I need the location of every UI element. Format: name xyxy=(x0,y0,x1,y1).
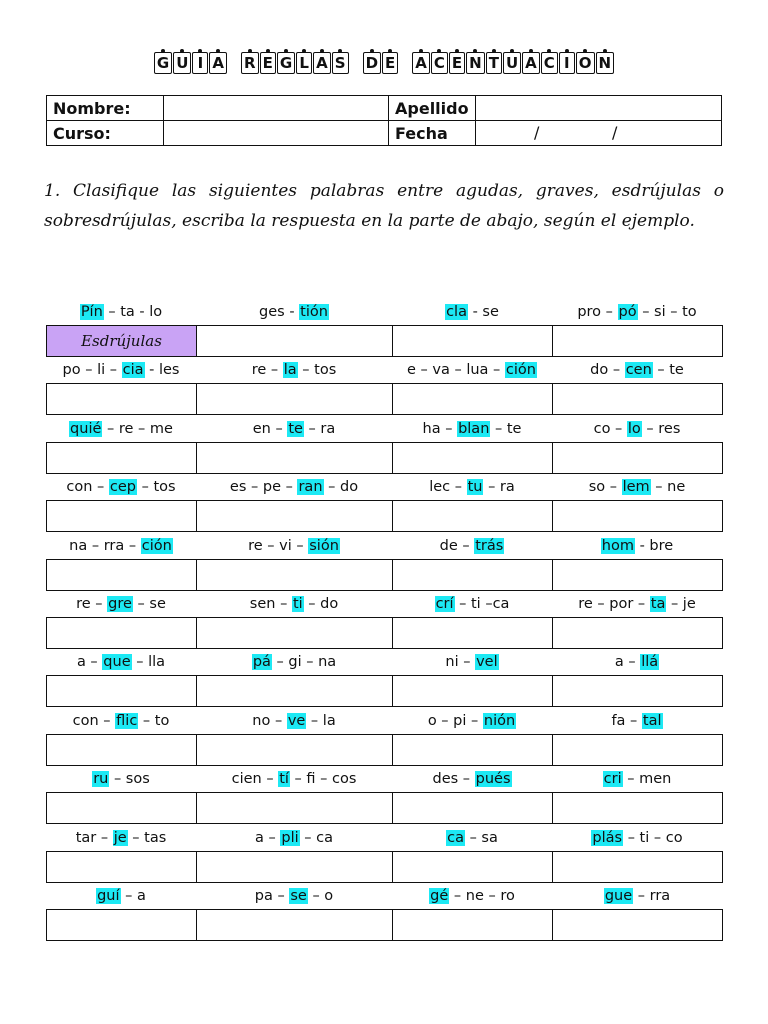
syllable-text: – do xyxy=(303,595,339,612)
stressed-syllable: nión xyxy=(483,712,516,729)
word-cell xyxy=(46,475,196,533)
word-grid xyxy=(46,300,722,942)
stressed-syllable: guí xyxy=(97,887,120,904)
syllable-text: – ta - lo xyxy=(103,304,163,320)
stressed-syllable: sión xyxy=(309,537,339,554)
answer-box[interactable] xyxy=(392,792,553,824)
word-cell xyxy=(552,358,722,416)
title-word xyxy=(241,52,349,74)
syllable-text: ha – xyxy=(422,420,458,437)
word-cell xyxy=(196,592,392,650)
answer-box[interactable] xyxy=(46,383,197,415)
stressed-syllable: gre xyxy=(108,595,132,612)
word-row xyxy=(46,475,722,533)
word-cell xyxy=(392,826,552,884)
title-letter: R xyxy=(241,52,259,74)
syllable-text: – fi – cos xyxy=(289,771,357,788)
answer-box[interactable] xyxy=(196,383,393,415)
syllable-word xyxy=(392,475,552,499)
word-cell xyxy=(196,417,392,475)
syllable-word xyxy=(46,709,196,733)
title-letter: I xyxy=(559,52,575,74)
syllable-word xyxy=(392,358,552,382)
syllable-text: – ra xyxy=(483,479,515,496)
syllable-text: – ca xyxy=(299,829,333,846)
title-letter: U xyxy=(173,52,191,74)
syllable-word xyxy=(46,534,196,558)
syllable-word xyxy=(46,592,196,616)
word-row xyxy=(46,358,722,416)
syllable-word xyxy=(196,826,392,850)
stressed-syllable: llá xyxy=(641,654,659,671)
syllable-text: – do xyxy=(323,479,359,496)
syllable-text: – ne – ro xyxy=(449,887,515,904)
stressed-syllable: trás xyxy=(475,537,504,554)
syllable-text: – lla xyxy=(131,654,166,671)
syllable-text: – te xyxy=(652,362,684,379)
stressed-syllable: ción xyxy=(505,362,536,379)
title-letter: A xyxy=(209,52,227,74)
word-cell xyxy=(552,650,722,708)
syllable-word xyxy=(392,534,552,558)
stressed-syllable: je xyxy=(113,829,127,846)
syllable-word xyxy=(552,650,722,674)
stressed-syllable: gé xyxy=(430,887,449,904)
stressed-syllable: tí xyxy=(279,771,289,788)
syllable-text: – men xyxy=(622,771,672,788)
stressed-syllable: gue xyxy=(604,887,633,904)
syllable-word xyxy=(392,709,552,733)
answer-box[interactable] xyxy=(196,909,393,941)
syllable-text: – tas xyxy=(127,829,167,846)
syllable-text: ges - xyxy=(259,304,300,320)
syllable-word xyxy=(552,300,722,324)
stressed-syllable: cep xyxy=(109,479,137,496)
syllable-text: – ra xyxy=(303,420,336,437)
answer-box[interactable] xyxy=(196,851,393,883)
info-row-name xyxy=(47,96,722,121)
syllable-text: es – pe – xyxy=(229,479,298,496)
stressed-syllable: ti xyxy=(292,595,303,612)
syllable-word xyxy=(46,826,196,850)
answer-box[interactable] xyxy=(46,734,197,766)
answer-box[interactable] xyxy=(46,617,197,649)
syllable-text: – o xyxy=(307,887,334,904)
syllable-word xyxy=(552,358,722,382)
syllable-word xyxy=(552,592,722,616)
syllable-text: – a xyxy=(120,887,146,904)
title-letter: T xyxy=(486,52,502,74)
word-cell xyxy=(46,417,196,475)
syllable-text: – ti –ca xyxy=(454,595,510,612)
answer-box[interactable] xyxy=(392,851,553,883)
word-cell xyxy=(552,475,722,533)
syllable-word xyxy=(392,592,552,616)
word-cell xyxy=(196,300,392,358)
stressed-syllable: ta xyxy=(650,595,666,612)
stressed-syllable: lo xyxy=(627,420,641,437)
title-letter: E xyxy=(260,52,276,74)
word-cell xyxy=(392,417,552,475)
title-letter: G xyxy=(277,52,295,74)
word-cell xyxy=(196,767,392,825)
stressed-syllable: la xyxy=(283,362,297,379)
date-slash: / xyxy=(534,123,540,142)
answer-box[interactable] xyxy=(196,734,393,766)
stressed-syllable: quié xyxy=(70,420,102,437)
answer-box[interactable] xyxy=(196,325,393,357)
answer-box[interactable] xyxy=(552,617,723,649)
stressed-syllable: lem xyxy=(622,479,650,496)
syllable-text: de – xyxy=(439,537,475,554)
title-letter: G xyxy=(154,52,172,74)
curso-label: Curso: xyxy=(47,121,164,146)
instruction-text: 1. Clasifique las siguientes palabras entre agudas, graves, esdrújulas o sobresdrújulas, escriba la respuesta en la parte de abajo, según el ejemplo. xyxy=(44,181,724,231)
syllable-text: cien – xyxy=(231,771,279,788)
syllable-text: – si – to xyxy=(637,304,697,320)
syllable-word xyxy=(46,300,196,324)
title-letter: C xyxy=(541,52,558,74)
syllable-word xyxy=(392,417,552,441)
stressed-syllable: crí xyxy=(435,595,454,612)
syllable-text: – rra xyxy=(633,887,671,904)
stressed-syllable: tión xyxy=(300,304,328,320)
answer-box[interactable] xyxy=(552,851,723,883)
syllable-text: po – li – xyxy=(62,362,122,379)
answer-box[interactable] xyxy=(392,617,553,649)
syllable-text: con – xyxy=(66,479,109,496)
word-cell xyxy=(552,767,722,825)
syllable-word xyxy=(46,358,196,382)
title-letter: E xyxy=(382,52,398,74)
word-cell xyxy=(46,826,196,884)
word-cell xyxy=(196,826,392,884)
syllable-word xyxy=(552,884,722,908)
stressed-syllable: vel xyxy=(476,654,498,671)
syllable-word xyxy=(46,417,196,441)
stressed-syllable: tu xyxy=(467,479,483,496)
syllable-text: en – xyxy=(252,420,288,437)
syllable-text: - bre xyxy=(634,537,674,554)
syllable-text: – tos xyxy=(137,479,176,496)
answer-box[interactable] xyxy=(196,500,393,532)
word-cell xyxy=(46,358,196,416)
syllable-word xyxy=(196,884,392,908)
answer-box[interactable] xyxy=(392,559,553,591)
syllable-word xyxy=(46,475,196,499)
word-cell xyxy=(46,534,196,592)
answer-box[interactable] xyxy=(392,909,553,941)
word-cell xyxy=(392,884,552,942)
answer-box[interactable] xyxy=(46,675,197,707)
syllable-text: - les xyxy=(144,362,180,379)
nombre-label: Nombre: xyxy=(47,96,164,121)
word-cell xyxy=(196,534,392,592)
answer-box[interactable] xyxy=(552,734,723,766)
word-row xyxy=(46,650,722,708)
stressed-syllable: plás xyxy=(592,829,623,846)
word-cell xyxy=(552,534,722,592)
student-info-table xyxy=(46,95,722,146)
title-letter: E xyxy=(449,52,465,74)
syllable-word xyxy=(392,884,552,908)
syllable-word xyxy=(196,592,392,616)
title-letter: A xyxy=(313,52,331,74)
apellido-field[interactable] xyxy=(476,96,722,121)
word-cell xyxy=(392,592,552,650)
title-word xyxy=(154,52,227,74)
syllable-word xyxy=(392,650,552,674)
syllable-text: e – va – lua – xyxy=(407,362,505,379)
syllable-text: fa – xyxy=(611,712,642,729)
stressed-syllable: cen xyxy=(625,362,652,379)
title-letter: A xyxy=(412,52,430,74)
stressed-syllable: flic xyxy=(116,712,138,729)
word-cell xyxy=(392,709,552,767)
answer-box[interactable] xyxy=(552,500,723,532)
syllable-text: so – xyxy=(588,479,622,496)
title-letter: S xyxy=(332,52,349,74)
syllable-word xyxy=(196,709,392,733)
syllable-text: o – pi – xyxy=(427,712,483,729)
title-letter: U xyxy=(503,52,521,74)
syllable-text: – re – me xyxy=(102,420,173,437)
title-letter: I xyxy=(192,52,208,74)
stressed-syllable: ción xyxy=(141,537,172,554)
fecha-field[interactable] xyxy=(476,121,722,146)
answer-box[interactable] xyxy=(392,500,553,532)
title-word xyxy=(412,52,614,74)
apellido-label: Apellido xyxy=(389,96,476,121)
syllable-text: – te xyxy=(490,420,522,437)
syllable-text: pa – xyxy=(254,887,290,904)
word-cell xyxy=(196,884,392,942)
answer-box[interactable] xyxy=(552,909,723,941)
word-cell xyxy=(552,300,722,358)
title-letter: N xyxy=(596,52,615,74)
syllable-text: sen – xyxy=(249,595,292,612)
syllable-text: do – xyxy=(590,362,625,379)
fecha-label: Fecha xyxy=(389,121,476,146)
syllable-text: lec – xyxy=(429,479,467,496)
syllable-text: – gi – na xyxy=(271,654,337,671)
syllable-word xyxy=(196,417,392,441)
page-title xyxy=(0,52,768,74)
answer-box[interactable] xyxy=(46,851,197,883)
syllable-word xyxy=(392,300,552,324)
syllable-text: re – vi – xyxy=(248,537,309,554)
syllable-text: a – xyxy=(76,654,103,671)
syllable-text: – ne xyxy=(650,479,686,496)
syllable-word xyxy=(196,358,392,382)
answer-box[interactable] xyxy=(46,442,197,474)
answer-box[interactable]: Esdrújulas xyxy=(46,325,197,357)
stressed-syllable: Pín xyxy=(80,304,103,320)
syllable-word xyxy=(46,650,196,674)
title-letter: D xyxy=(363,52,381,74)
title-letter: C xyxy=(431,52,448,74)
syllable-text: re – xyxy=(76,595,108,612)
syllable-text: a – xyxy=(614,654,641,671)
syllable-text: – ti – co xyxy=(623,829,683,846)
syllable-text: – res xyxy=(641,420,681,437)
stressed-syllable: se xyxy=(290,887,307,904)
word-cell xyxy=(46,884,196,942)
title-letter: N xyxy=(466,52,485,74)
answer-box[interactable] xyxy=(552,675,723,707)
answer-box[interactable] xyxy=(552,792,723,824)
syllable-word xyxy=(552,475,722,499)
syllable-word xyxy=(552,417,722,441)
word-cell xyxy=(392,475,552,533)
stressed-syllable: pli xyxy=(281,829,299,846)
syllable-text: na – rra – xyxy=(69,537,141,554)
word-cell xyxy=(46,709,196,767)
word-cell xyxy=(392,358,552,416)
stressed-syllable: ru xyxy=(93,771,109,788)
syllable-word xyxy=(46,884,196,908)
answer-box[interactable] xyxy=(196,442,393,474)
syllable-text: con – xyxy=(72,712,116,729)
word-cell xyxy=(46,650,196,708)
syllable-word xyxy=(552,826,722,850)
word-cell xyxy=(552,709,722,767)
word-cell xyxy=(552,417,722,475)
syllable-word xyxy=(552,767,722,791)
stressed-syllable: te xyxy=(288,420,303,437)
syllable-text: co – xyxy=(593,420,627,437)
answer-box[interactable] xyxy=(46,909,197,941)
word-cell xyxy=(392,534,552,592)
info-row-course xyxy=(47,121,722,146)
word-row xyxy=(46,592,722,650)
word-cell xyxy=(392,767,552,825)
title-letter: O xyxy=(576,52,595,74)
word-row xyxy=(46,300,722,358)
word-row xyxy=(46,709,722,767)
answer-box[interactable] xyxy=(392,325,553,357)
syllable-text: - se xyxy=(467,304,499,320)
stressed-syllable: blan xyxy=(458,420,490,437)
answer-box[interactable] xyxy=(46,559,197,591)
title-word xyxy=(363,52,399,74)
answer-box[interactable] xyxy=(196,792,393,824)
word-cell xyxy=(196,709,392,767)
date-slash: / xyxy=(612,123,618,142)
word-cell xyxy=(392,650,552,708)
answer-box[interactable] xyxy=(392,675,553,707)
word-row xyxy=(46,767,722,825)
stressed-syllable: ran xyxy=(298,479,323,496)
syllable-text: pro – xyxy=(577,304,618,320)
title-letter: L xyxy=(296,52,312,74)
syllable-text: – la xyxy=(306,712,336,729)
curso-field[interactable] xyxy=(164,121,389,146)
word-cell xyxy=(552,592,722,650)
word-row xyxy=(46,417,722,475)
syllable-word xyxy=(392,767,552,791)
syllable-text: re – por – xyxy=(578,595,650,612)
stressed-syllable: pués xyxy=(475,771,511,788)
syllable-text: no – xyxy=(252,712,287,729)
word-cell xyxy=(552,826,722,884)
answer-box[interactable] xyxy=(46,792,197,824)
syllable-text: – je xyxy=(666,595,696,612)
answer-box[interactable] xyxy=(392,442,553,474)
answer-box[interactable] xyxy=(46,500,197,532)
syllable-text: – tos xyxy=(297,362,337,379)
word-cell xyxy=(46,592,196,650)
syllable-word xyxy=(196,650,392,674)
stressed-syllable: ca xyxy=(447,829,464,846)
syllable-text: a – xyxy=(255,829,281,846)
answer-box[interactable] xyxy=(552,325,723,357)
syllable-text: re – xyxy=(251,362,283,379)
syllable-word xyxy=(552,709,722,733)
syllable-word xyxy=(196,534,392,558)
syllable-word xyxy=(552,534,722,558)
answer-box[interactable] xyxy=(196,675,393,707)
stressed-syllable: ve xyxy=(287,712,306,729)
word-row xyxy=(46,826,722,884)
stressed-syllable: pá xyxy=(252,654,271,671)
word-row xyxy=(46,884,722,942)
stressed-syllable: hom xyxy=(601,537,634,554)
stressed-syllable: cri xyxy=(603,771,622,788)
syllable-text: – se xyxy=(132,595,166,612)
stressed-syllable: pó xyxy=(618,304,637,320)
word-cell xyxy=(552,884,722,942)
answer-box[interactable] xyxy=(196,559,393,591)
answer-box[interactable] xyxy=(392,734,553,766)
syllable-word xyxy=(46,767,196,791)
answer-box[interactable] xyxy=(552,442,723,474)
word-cell xyxy=(392,300,552,358)
word-cell xyxy=(196,650,392,708)
word-cell xyxy=(46,767,196,825)
syllable-word xyxy=(196,767,392,791)
syllable-text: ni – xyxy=(445,654,476,671)
word-cell xyxy=(46,300,196,358)
syllable-text: des – xyxy=(432,771,475,788)
syllable-text: – to xyxy=(138,712,170,729)
stressed-syllable: tal xyxy=(642,712,662,729)
answer-box[interactable] xyxy=(552,559,723,591)
title-letter: A xyxy=(522,52,540,74)
word-cell xyxy=(196,475,392,533)
answer-box[interactable] xyxy=(392,383,553,415)
word-cell xyxy=(196,358,392,416)
word-row xyxy=(46,534,722,592)
stressed-syllable: que xyxy=(103,654,131,671)
syllable-text: – sos xyxy=(109,771,150,788)
stressed-syllable: cla xyxy=(446,304,467,320)
stressed-syllable: cia xyxy=(122,362,144,379)
syllable-word xyxy=(196,475,392,499)
answer-box[interactable] xyxy=(552,383,723,415)
syllable-word xyxy=(392,826,552,850)
answer-box[interactable] xyxy=(196,617,393,649)
nombre-field[interactable] xyxy=(164,96,389,121)
syllable-text: – sa xyxy=(464,829,498,846)
syllable-text: tar – xyxy=(75,829,113,846)
syllable-word xyxy=(196,300,392,324)
